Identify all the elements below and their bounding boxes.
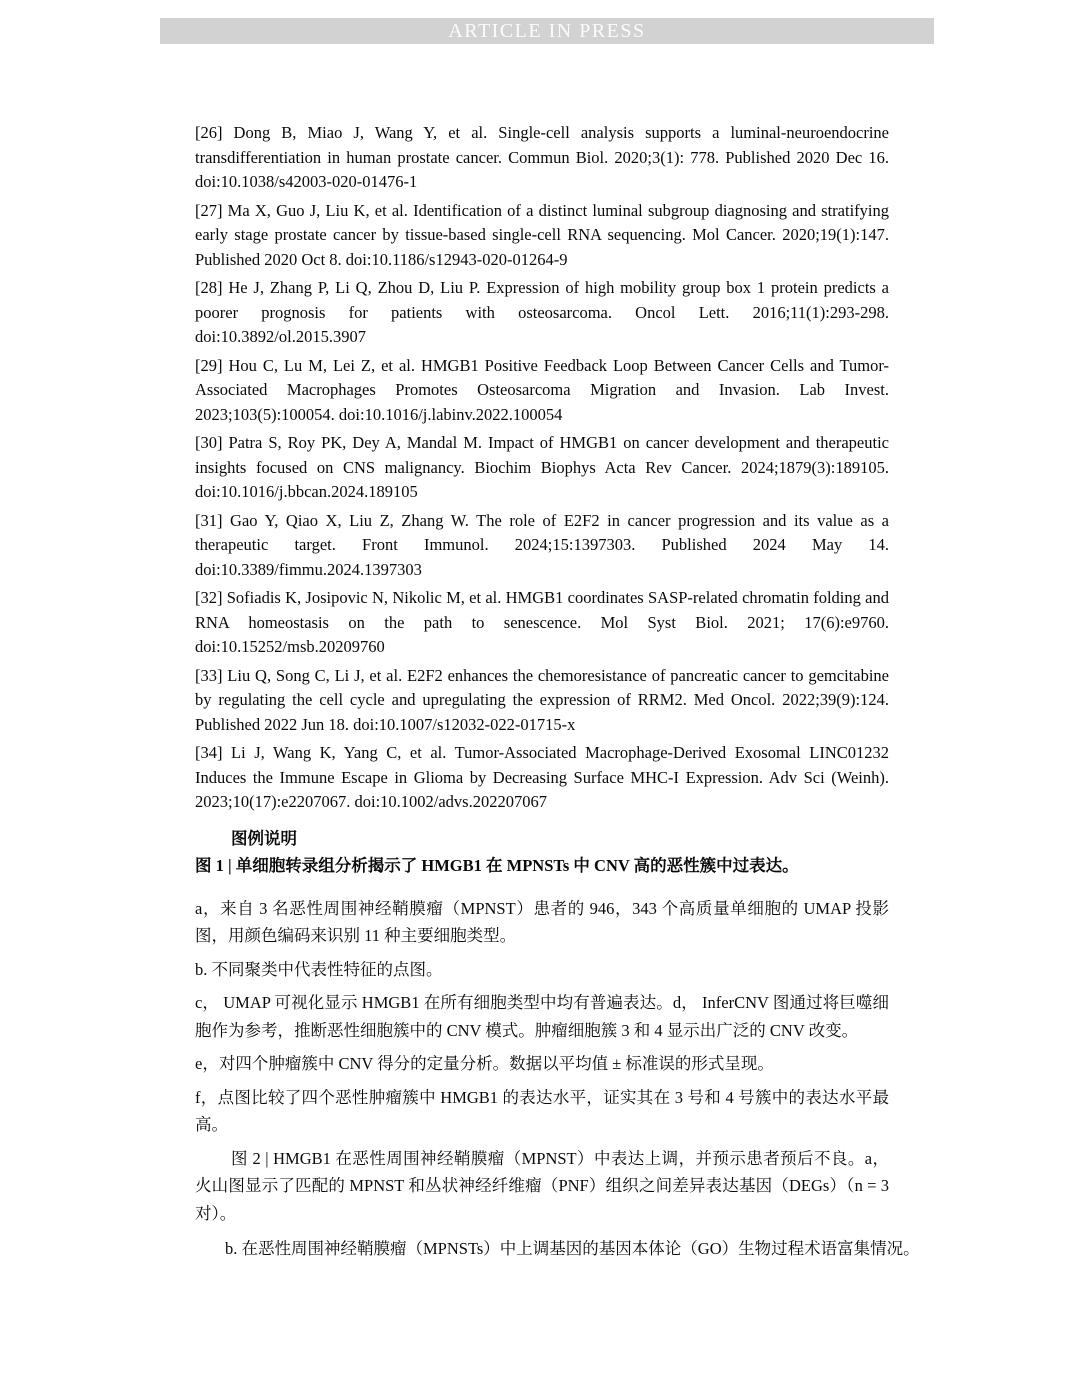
reference-28: [28] He J, Zhang P, Li Q, Zhou D, Liu P. Expression of high mobility group box 1 protein predicts a poorer prognosis for patients with osteosarcoma. Oncol Lett. 2016;11(1):293-298. doi:10.3892/ol.2015.3907	[195, 278, 889, 346]
article-in-press-banner	[160, 18, 934, 44]
reference-32: [32] Sofiadis K, Josipovic N, Nikolic M, et al. HMGB1 coordinates SASP-related chromatin folding and RNA homeostasis on the path to senescence. Mol Syst Biol. 2021; 17(6):e9760. doi:10.15252/msb.20209760	[195, 588, 889, 656]
reference-30: [30] Patra S, Roy PK, Dey A, Mandal M. Impact of HMGB1 on cancer development and therapeutic insights focused on CNS malignancy. Biochim Biophys Acta Rev Cancer. 2024;1879(3):189105. doi:10.1016/j.bbcan.2024.189105	[195, 433, 889, 501]
figure1-legend-item-f: f，点图比较了四个恶性肿瘤簇中 HMGB1 的表达水平，证实其在 3 号和 4 号簇中的表达水平最高。	[195, 1087, 889, 1134]
reference-29: [29] Hou C, Lu M, Lei Z, et al. HMGB1 Positive Feedback Loop Between Cancer Cells and Tumor-Associated Macrophages Promotes Osteosarcoma Migration and Invasion. Lab Invest. 2023;103(5):100054. doi:10.1016/j.labinv.2022.100054	[195, 355, 889, 424]
reference-31: [31] Gao Y, Qiao X, Liu Z, Zhang W. The role of E2F2 in cancer progression and its value as a therapeutic target. Front Immunol. 2024;15:1397303. Published 2024 May 14. doi:10.3389/fimmu.2024.1397303	[195, 510, 889, 579]
legend-heading: 图例说明	[231, 828, 297, 848]
figure1-title: 图 1 | 单细胞转录组分析揭示了 HMGB1 在 MPNSTs 中 CNV 高的恶性簇中过表达。	[195, 856, 799, 875]
figure1-legend-item-a: a，来自 3 名恶性周围神经鞘膜瘤（MPNST）患者的 946，343 个高质量单细胞的 UMAP 投影图，用颜色编码来识别 11 种主要细胞类型。	[195, 898, 889, 945]
figure2-legend: 图 2 | HMGB1 在恶性周围神经鞘膜瘤（MPNST）中表达上调，并预示患者预后不良。a，火山图显示了匹配的 MPNST 和丛状神经纤维瘤（PNF）组织之间差异表达基因（DEGs）（n = 3 对）。	[195, 1148, 889, 1223]
figure1-legend-item-cd: c， UMAP 可视化显示 HMGB1 在所有细胞类型中均有普遍表达。d， InferCNV 图通过将巨噬细胞作为参考，推断恶性细胞簇中的 CNV 模式。肿瘤细胞簇 3 和 4 显示出广泛的 CNV 改变。	[195, 993, 889, 1040]
reference-26: [26] Dong B, Miao J, Wang Y, et al. Single-cell analysis supports a luminal-neuroendocrine transdifferentiation in human prostate cancer. Commun Biol. 2020;3(1): 778. Published 2020 Dec 16. doi:10.1038/s42003-020-01476-1	[195, 123, 889, 191]
figure1-legend-item-e: e，对四个肿瘤簇中 CNV 得分的定量分析。数据以平均值 ± 标准误的形式呈现。	[195, 1054, 774, 1073]
banner-text: ARTICLE IN PRESS	[448, 20, 646, 42]
reference-27: [27] Ma X, Guo J, Liu K, et al. Identification of a distinct luminal subgroup diagnosing and stratifying early stage prostate cancer by tissue-based single-cell RNA sequencing. Mol Cancer. 2020;19(1):147. Published 2020 Oct 8. doi:10.1186/s12943-020-01264-9	[195, 200, 889, 269]
figure1-legend-item-b: b. 不同聚类中代表性特征的点图。	[195, 959, 443, 979]
figure2-legend-item-b: b. 在恶性周围神经鞘膜瘤（MPNSTs）中上调基因的基因本体论（GO）生物过程术语富集情况。	[225, 1239, 920, 1258]
reference-33: [33] Liu Q, Song C, Li J, et al. E2F2 enhances the chemoresistance of pancreatic cancer to gemcitabine by regulating the cell cycle and upregulating the expression of RRM2. Med Oncol. 2022;39(9):124. Published 2022 Jun 18. doi:10.1007/s12032-022-01715-x	[195, 665, 889, 734]
document-content	[195, 121, 920, 1269]
reference-34: [34] Li J, Wang K, Yang C, et al. Tumor-Associated Macrophage-Derived Exosomal LINC01232 Induces the Immune Escape in Glioma by Decreasing Surface MHC-I Expression. Adv Sci (Weinh). 2023;10(17):e2207067. doi:10.1002/advs.202207067	[195, 743, 889, 811]
